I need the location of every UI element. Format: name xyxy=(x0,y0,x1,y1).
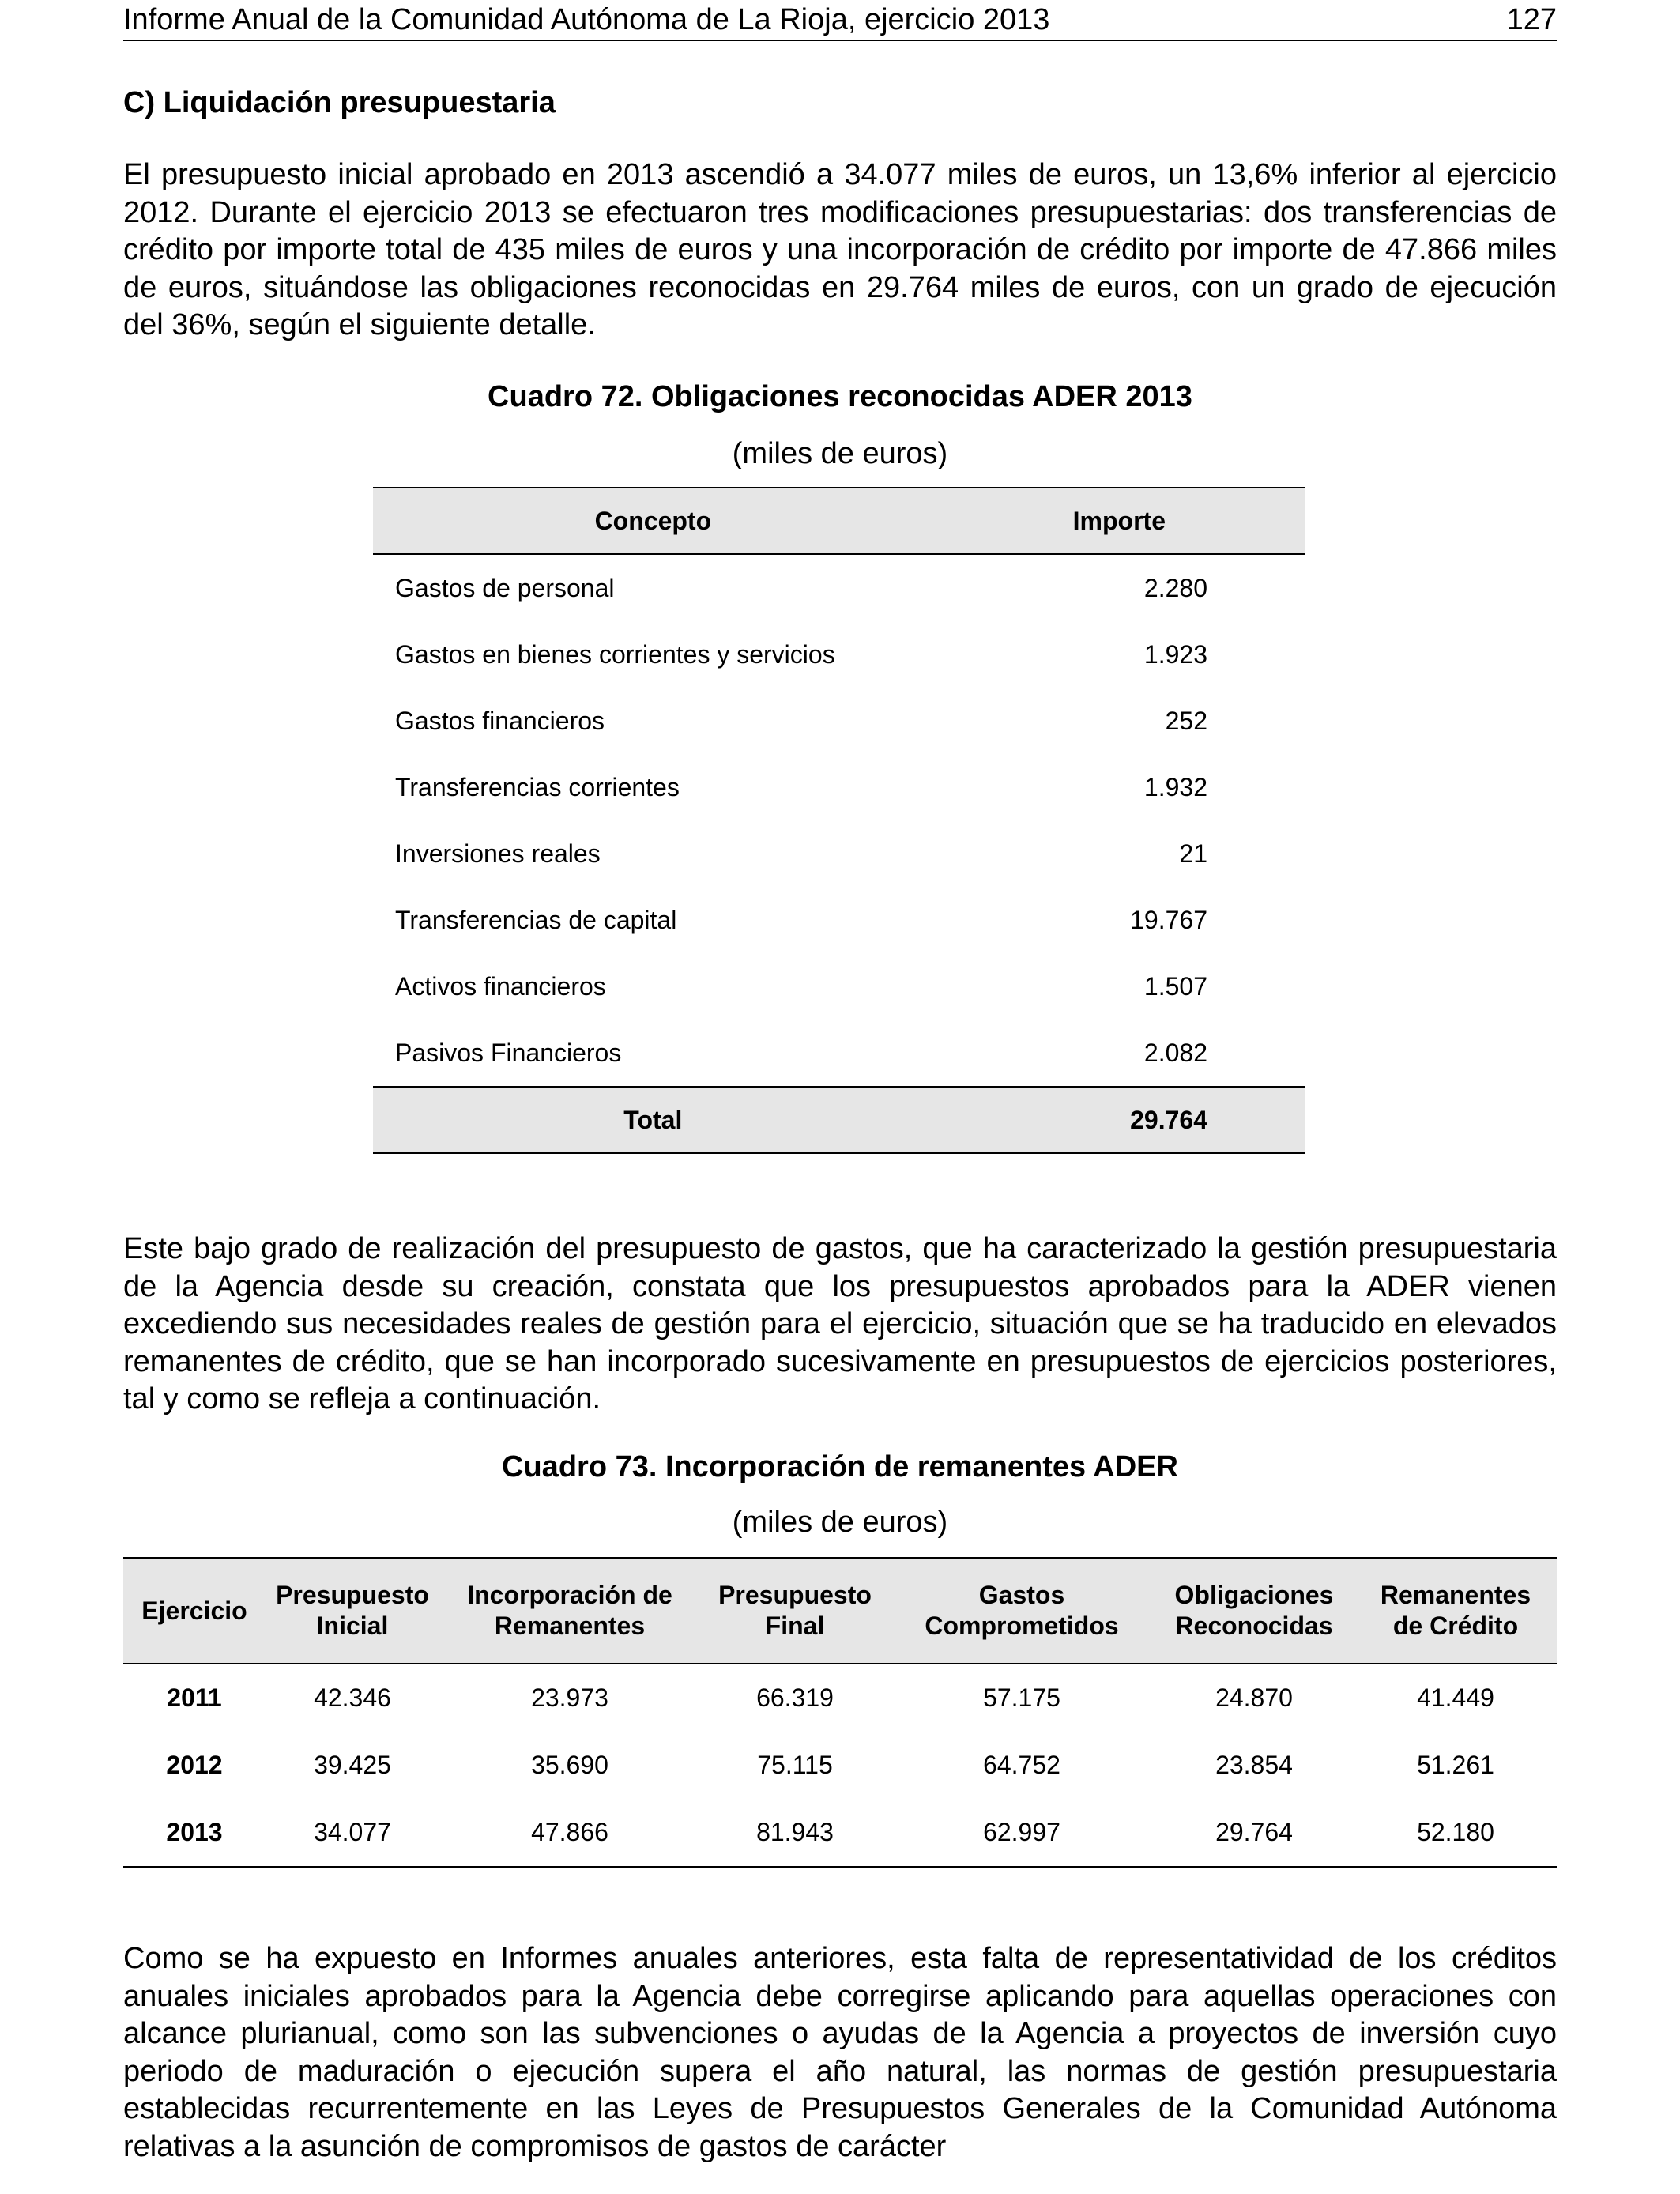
table-row xyxy=(373,754,1305,820)
table72-cell-concepto: Activos financieros xyxy=(395,971,606,1001)
table-row xyxy=(373,887,1305,953)
table72-header-importe: Importe xyxy=(933,488,1305,554)
table73-cell-reconocidas: 24.870 xyxy=(1215,1683,1293,1712)
table73-cell-ejercicio: 2011 xyxy=(167,1683,222,1712)
table72-cell-concepto: Pasivos Financieros xyxy=(395,1038,622,1067)
table73-header-incorporacion xyxy=(439,1558,700,1664)
table73-cell-inicial: 42.346 xyxy=(314,1683,391,1712)
table72-cell-importe: 2.082 xyxy=(1143,1038,1207,1067)
header-line: Inicial xyxy=(316,1612,389,1640)
table72-cell-importe: 1.507 xyxy=(1143,971,1207,1001)
table72 xyxy=(373,487,1305,1154)
header-line: Comprometidos xyxy=(925,1612,1119,1640)
header-line: Presupuesto xyxy=(718,1581,872,1609)
table72-cell-importe: 19.767 xyxy=(1130,905,1207,934)
table73-cell-comprometidos: 62.997 xyxy=(890,1799,1154,1867)
table73-cell-remanentes: 52.180 xyxy=(1354,1799,1557,1867)
table73-cell-inicial: 34.077 xyxy=(266,1799,439,1867)
table72-header-concepto: Concepto xyxy=(373,488,933,554)
table73-cell-reconocidas: 23.854 xyxy=(1215,1751,1293,1779)
table73-title: Cuadro 73. Incorporación de remanentes ADER xyxy=(502,1450,1178,1483)
table73-cell-comprometidos: 57.175 xyxy=(983,1683,1060,1712)
table73-cell-incorporacion: 47.866 xyxy=(439,1799,700,1867)
table-row xyxy=(373,953,1305,1020)
page-number: 127 xyxy=(1506,3,1557,36)
table73-cell-reconocidas: 29.764 xyxy=(1154,1799,1354,1867)
table73-header-gastos-comprometidos xyxy=(890,1558,1154,1664)
header-line: Reconocidas xyxy=(1175,1612,1333,1640)
table73-cell-comprometidos: 64.752 xyxy=(983,1751,1060,1779)
table72-title: Cuadro 72. Obligaciones reconocidas ADER 2013 xyxy=(488,380,1192,413)
table-row xyxy=(123,1732,1557,1799)
table72-cell-concepto: Inversiones reales xyxy=(395,839,601,868)
table73-subtitle: (miles de euros) xyxy=(732,1506,948,1539)
table73 xyxy=(123,1557,1557,1868)
table73-cell-ejercicio: 2013 xyxy=(123,1799,266,1867)
table72-subtitle: (miles de euros) xyxy=(732,437,948,470)
table72-total-value: 29.764 xyxy=(933,1087,1305,1153)
table72-cell-importe: 1.923 xyxy=(1143,639,1207,669)
table73-cell-incorporacion: 23.973 xyxy=(531,1683,608,1712)
table72-cell-importe: 2.280 xyxy=(1143,573,1207,602)
table73-header-presupuesto-inicial xyxy=(266,1558,439,1664)
table73-cell-remanentes: 51.261 xyxy=(1417,1751,1494,1779)
header-line: Obligaciones xyxy=(1174,1581,1334,1609)
paragraph-3: Como se ha expuesto en Informes anuales anteriores, esta falta de representatividad de los créditos anuales iniciales aprobados para la Agencia debe corregirse aplicando para aquellas operaciones con alcance plurianual, como son las subvenciones o ayudas de la Agencia a proyectos de inversión cuyo periodo de maduración o ejecución supera el año natural, las normas de gestión presupuestaria establecidas recurrentemente en las Leyes de Presupuestos Generales de la Comunidad Autónoma relativas a la asunción de compromisos de gastos de carácter xyxy=(123,1942,1557,2163)
table72-cell-concepto: Transferencias corrientes xyxy=(395,772,680,801)
running-header xyxy=(123,0,1557,41)
header-line: Incorporación de xyxy=(467,1581,672,1609)
table73-cell-remanentes: 41.449 xyxy=(1417,1683,1494,1712)
table-row xyxy=(373,820,1305,887)
table73-cell-incorporacion: 35.690 xyxy=(531,1751,608,1779)
table-row xyxy=(123,1799,1557,1867)
header-line: Final xyxy=(765,1612,825,1640)
paragraph-1: El presupuesto inicial aprobado en 2013 ascendió a 34.077 miles de euros, un 13,6% inferior al ejercicio 2012. Durante el ejercicio 2013 se efectuaron tres modificaciones presupuestarias: dos transferencias de crédito por importe total de 435 miles de euros y una incorporación de crédito por importe de 47.866 miles de euros, situándose las obligaciones reconocidas en 29.764 miles de euros, con un grado de ejecución del 36%, según el siguiente detalle. xyxy=(123,158,1557,341)
header-line: Remanentes xyxy=(494,1612,646,1640)
header-line: Ejercicio xyxy=(141,1596,247,1625)
table-row xyxy=(373,621,1305,688)
table72-cell-concepto: Gastos en bienes corrientes y servicios xyxy=(395,639,835,669)
table-row xyxy=(373,1020,1305,1087)
table73-header-obligaciones xyxy=(1154,1558,1354,1664)
table72-cell-concepto: Transferencias de capital xyxy=(395,905,677,934)
table72-cell-importe: 252 xyxy=(1165,706,1207,735)
table73-header-presupuesto-final xyxy=(700,1558,890,1664)
header-line: Remanentes xyxy=(1380,1581,1531,1609)
section-heading: C) Liquidación presupuestaria xyxy=(123,86,556,119)
header-line: Gastos xyxy=(978,1581,1065,1609)
table-row xyxy=(373,688,1305,754)
table72-total-label: Total xyxy=(373,1087,933,1153)
table73-header-ejercicio xyxy=(123,1558,266,1664)
table73-cell-ejercicio: 2012 xyxy=(166,1751,223,1779)
table73-header-row xyxy=(123,1558,1557,1664)
table-row xyxy=(123,1664,1557,1732)
header-line: de Crédito xyxy=(1392,1612,1519,1640)
header-line: Presupuesto xyxy=(276,1581,429,1609)
table73-cell-final: 66.319 xyxy=(756,1683,834,1712)
table73-cell-final: 75.115 xyxy=(757,1751,833,1779)
table72-cell-importe: 21 xyxy=(1179,839,1207,868)
table73-header-remanentes xyxy=(1354,1558,1557,1664)
table72-total-row xyxy=(373,1087,1305,1153)
table73-cell-final: 81.943 xyxy=(700,1799,890,1867)
table72-cell-concepto: Gastos de personal xyxy=(395,573,615,602)
table72-cell-importe: 1.932 xyxy=(1143,772,1207,801)
report-title: Informe Anual de la Comunidad Autónoma de La Rioja, ejercicio 2013 xyxy=(123,3,1050,36)
paragraph-2: Este bajo grado de realización del presupuesto de gastos, que ha caracterizado la gestión presupuestaria de la Agencia desde su creación, constata que los presupuestos aprobados para la ADER vienen excediendo sus necesidades reales de gestión para el ejercicio, situación que se ha traducido en elevados remanentes de crédito, que se han incorporado sucesivamente en presupuestos de ejercicios posteriores, tal y como se refleja a continuación. xyxy=(123,1232,1557,1416)
table72-cell-concepto: Gastos financieros xyxy=(395,706,605,735)
table73-cell-inicial: 39.425 xyxy=(314,1751,391,1779)
table-row xyxy=(373,554,1305,621)
table72-header-row xyxy=(373,488,1305,554)
